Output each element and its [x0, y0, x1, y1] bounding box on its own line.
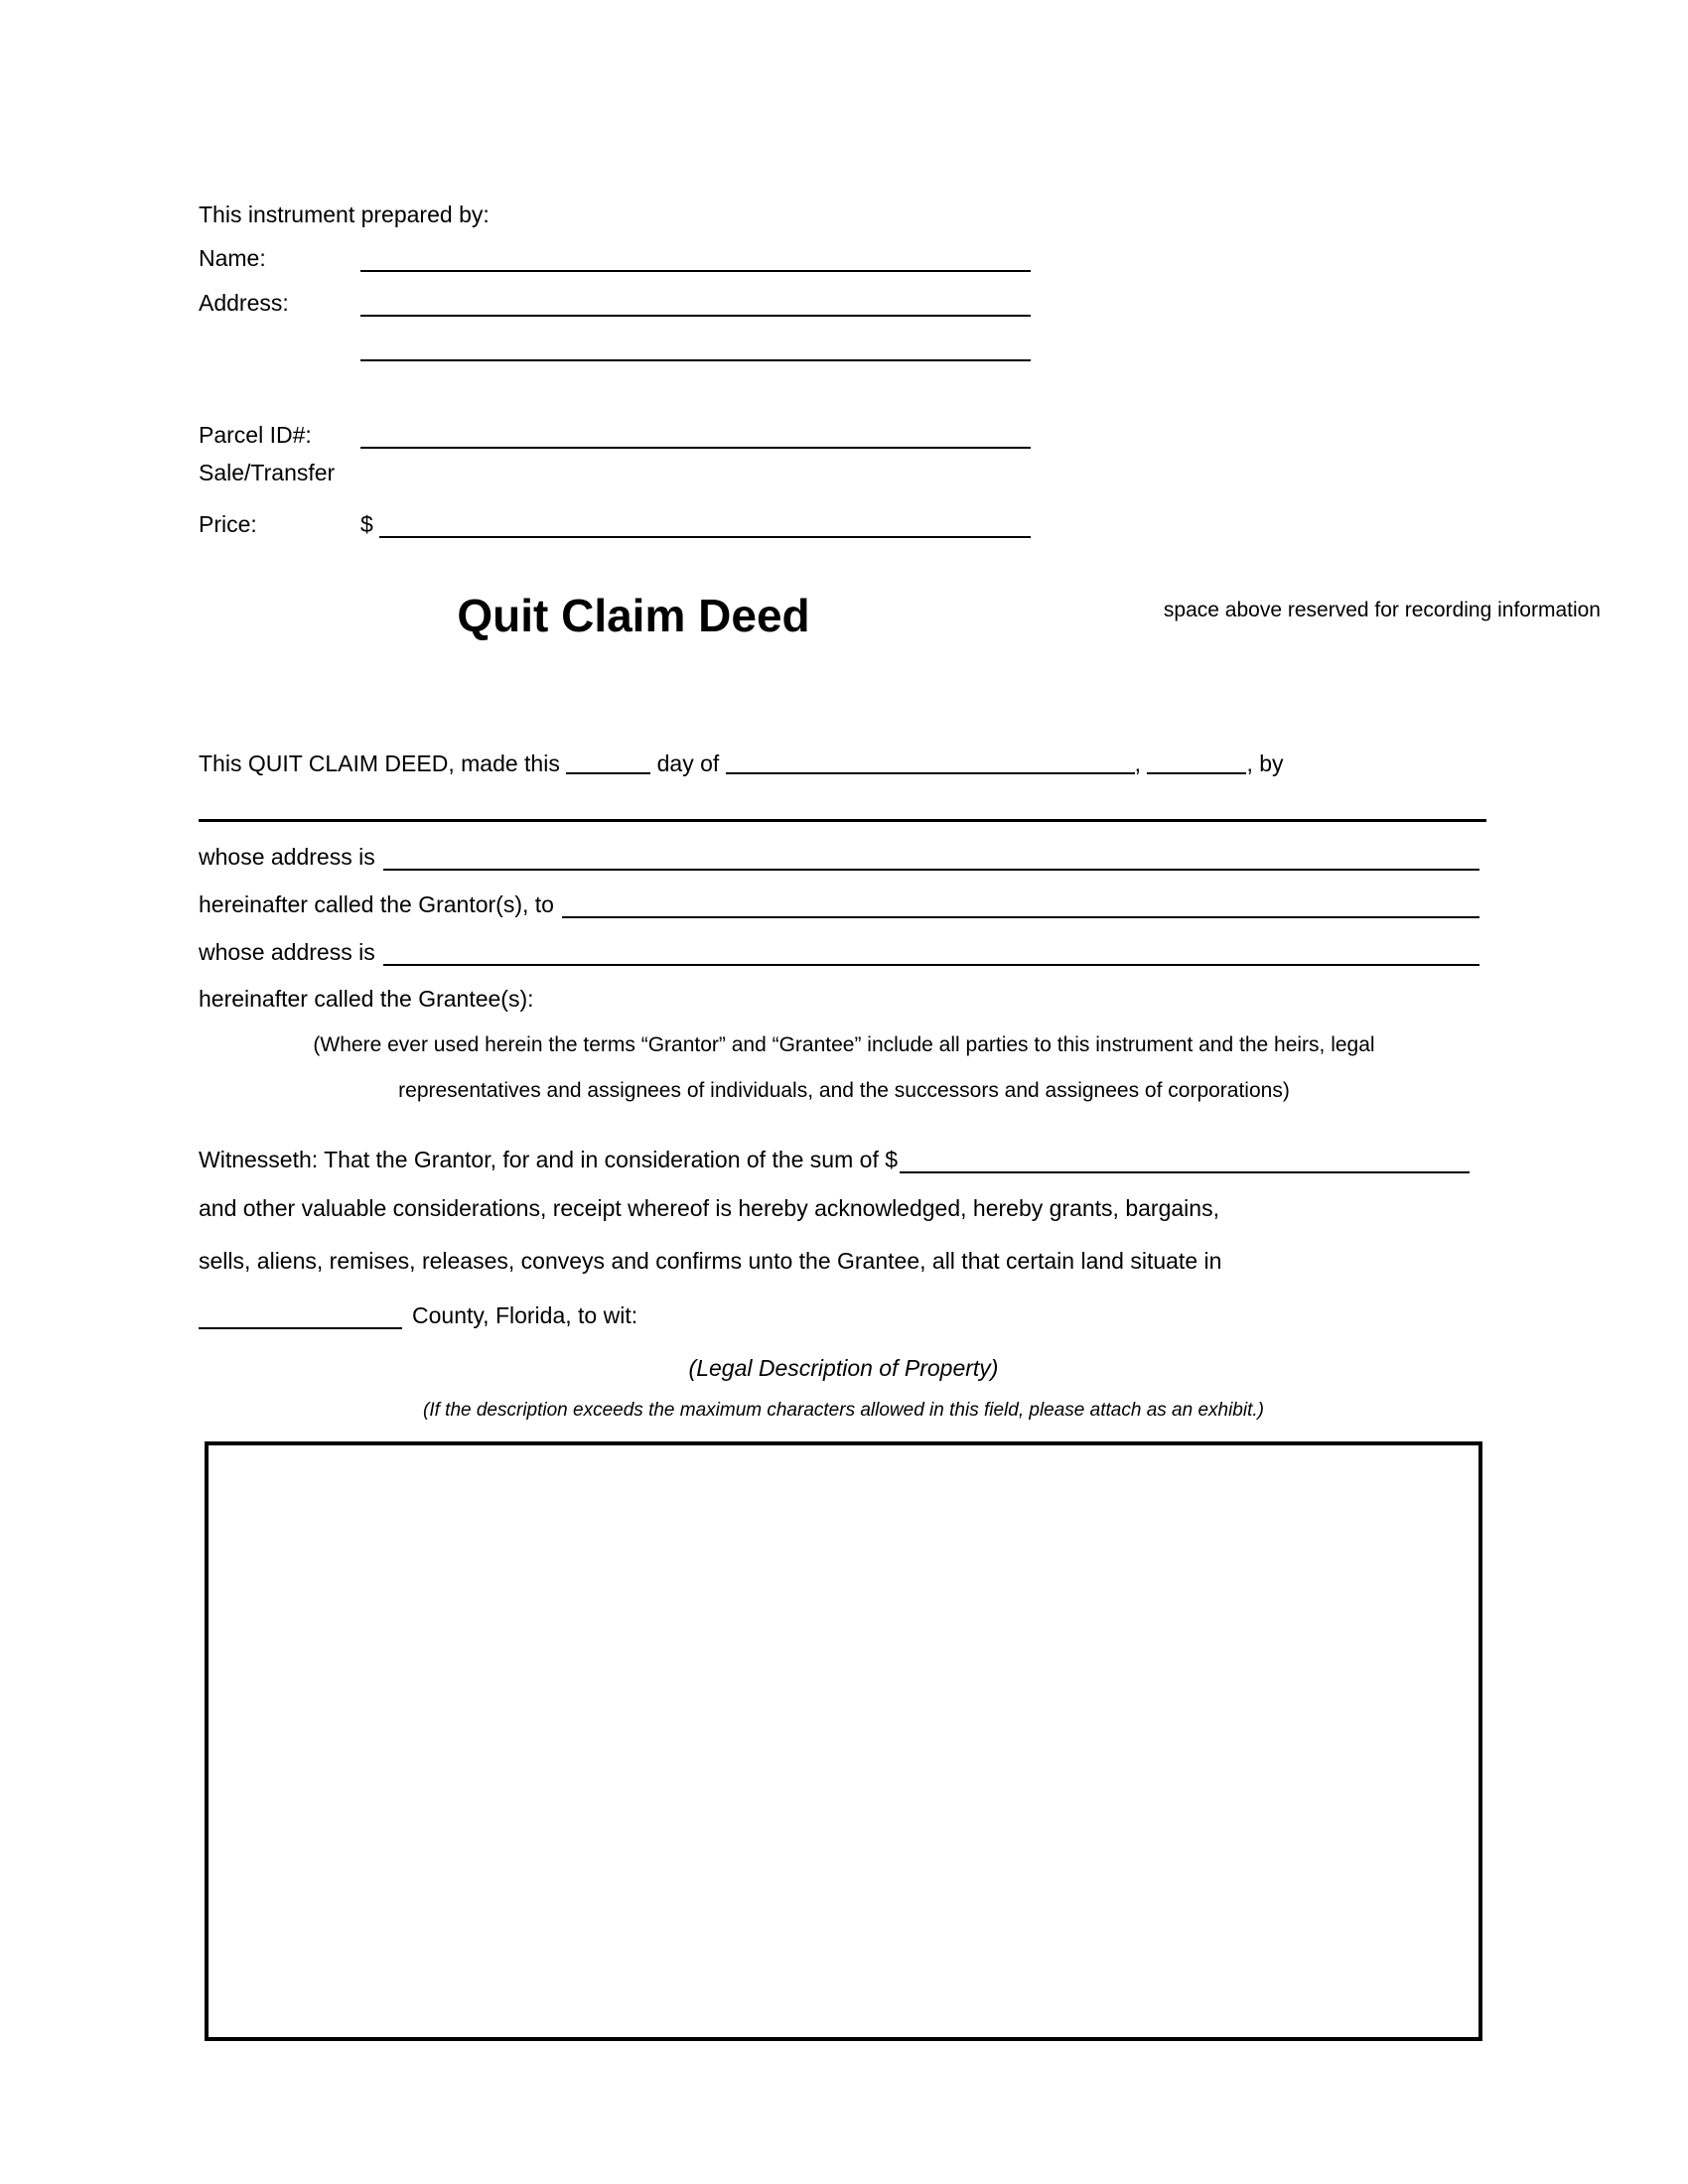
grantor-to-grantee-row	[199, 890, 1479, 918]
grantor-line-label: hereinafter called the Grantor(s), to	[199, 891, 554, 917]
witnesseth-line3	[199, 1247, 1221, 1275]
price-label: Price:	[199, 511, 257, 537]
dollar-sign: $	[360, 511, 373, 537]
grantee-line-label: hereinafter called the Grantee(s):	[199, 986, 534, 1012]
grantor-address-input-line[interactable]	[383, 869, 1479, 871]
prepared-by-heading-text: This instrument prepared by:	[199, 202, 490, 227]
sale-transfer-label: Sale/Transfer	[199, 460, 336, 485]
grantee-line-row	[199, 985, 534, 1013]
grantor-name-input-line[interactable]	[199, 819, 1486, 822]
preparer-name-row	[199, 244, 1031, 272]
year-input-line[interactable]	[1147, 772, 1246, 774]
legal-description-box[interactable]	[205, 1441, 1482, 2041]
preparer-name-label: Name:	[199, 245, 266, 271]
preparer-address-input-line-1[interactable]	[360, 315, 1031, 317]
witnesseth-row	[199, 1146, 1470, 1173]
definition-paragraph-line1: (Where ever used herein the terms “Grantor” and “Grantee” include all parties to this instrument and the heirs, legal	[313, 1033, 1375, 1056]
grantee-name-input-line[interactable]	[562, 916, 1479, 918]
county-input-line[interactable]	[199, 1327, 402, 1329]
price-input-line[interactable]	[379, 536, 1031, 538]
witnesseth-line2	[199, 1194, 1219, 1222]
deed-intro-seg1: This QUIT CLAIM DEED, made this	[199, 751, 567, 776]
preparer-name-input-line[interactable]	[360, 270, 1031, 272]
parcel-id-row	[199, 421, 1031, 449]
preparer-address-label: Address:	[199, 290, 289, 316]
deed-intro-line	[199, 750, 1489, 777]
consideration-amount-input-line[interactable]	[900, 1171, 1470, 1173]
sale-transfer-row	[199, 459, 335, 486]
prepared-by-heading	[199, 201, 490, 228]
county-row	[199, 1301, 1489, 1329]
deed-intro-seg3: ,	[1134, 751, 1142, 776]
witnesseth-text: Witnesseth: That the Grantor, for and in consideration of the sum of $	[199, 1147, 899, 1172]
grantor-address-label: whose address is	[199, 844, 375, 870]
preparer-address-input-line-2[interactable]	[360, 359, 1031, 361]
preparer-address-row-2	[199, 334, 1031, 361]
recording-space-note: space above reserved for recording information	[1163, 599, 1601, 621]
month-input-line[interactable]	[726, 772, 1135, 774]
grantee-address-row	[199, 938, 1479, 966]
deed-intro-seg4: , by	[1246, 751, 1284, 776]
grantee-address-label: whose address is	[199, 939, 375, 965]
price-row	[199, 510, 1031, 538]
county-line-text: County, Florida, to wit:	[412, 1302, 638, 1328]
legal-description-heading: (Legal Description of Property)	[688, 1355, 999, 1381]
legal-description-note: (If the description exceeds the maximum characters allowed in this field, please attach as an exhibit.)	[423, 1400, 1264, 1421]
grantor-address-row	[199, 843, 1479, 871]
document-title: Quit Claim Deed	[457, 590, 810, 641]
parcel-id-label: Parcel ID#:	[199, 422, 312, 448]
day-input-line[interactable]	[566, 772, 650, 774]
witnesseth-line2-text: and other valuable considerations, receipt whereof is hereby acknowledged, hereby grants, bargains,	[199, 1195, 1219, 1221]
parcel-id-input-line[interactable]	[360, 447, 1031, 449]
definition-paragraph-line2: representatives and assignees of individuals, and the successors and assignees of corporations)	[398, 1079, 1290, 1102]
deed-intro-seg2: day of	[650, 751, 726, 776]
preparer-address-row	[199, 289, 1031, 317]
grantee-address-input-line[interactable]	[383, 964, 1479, 966]
witnesseth-line3-text: sells, aliens, remises, releases, conveys and confirms unto the Grantee, all that certain land situate in	[199, 1248, 1222, 1274]
